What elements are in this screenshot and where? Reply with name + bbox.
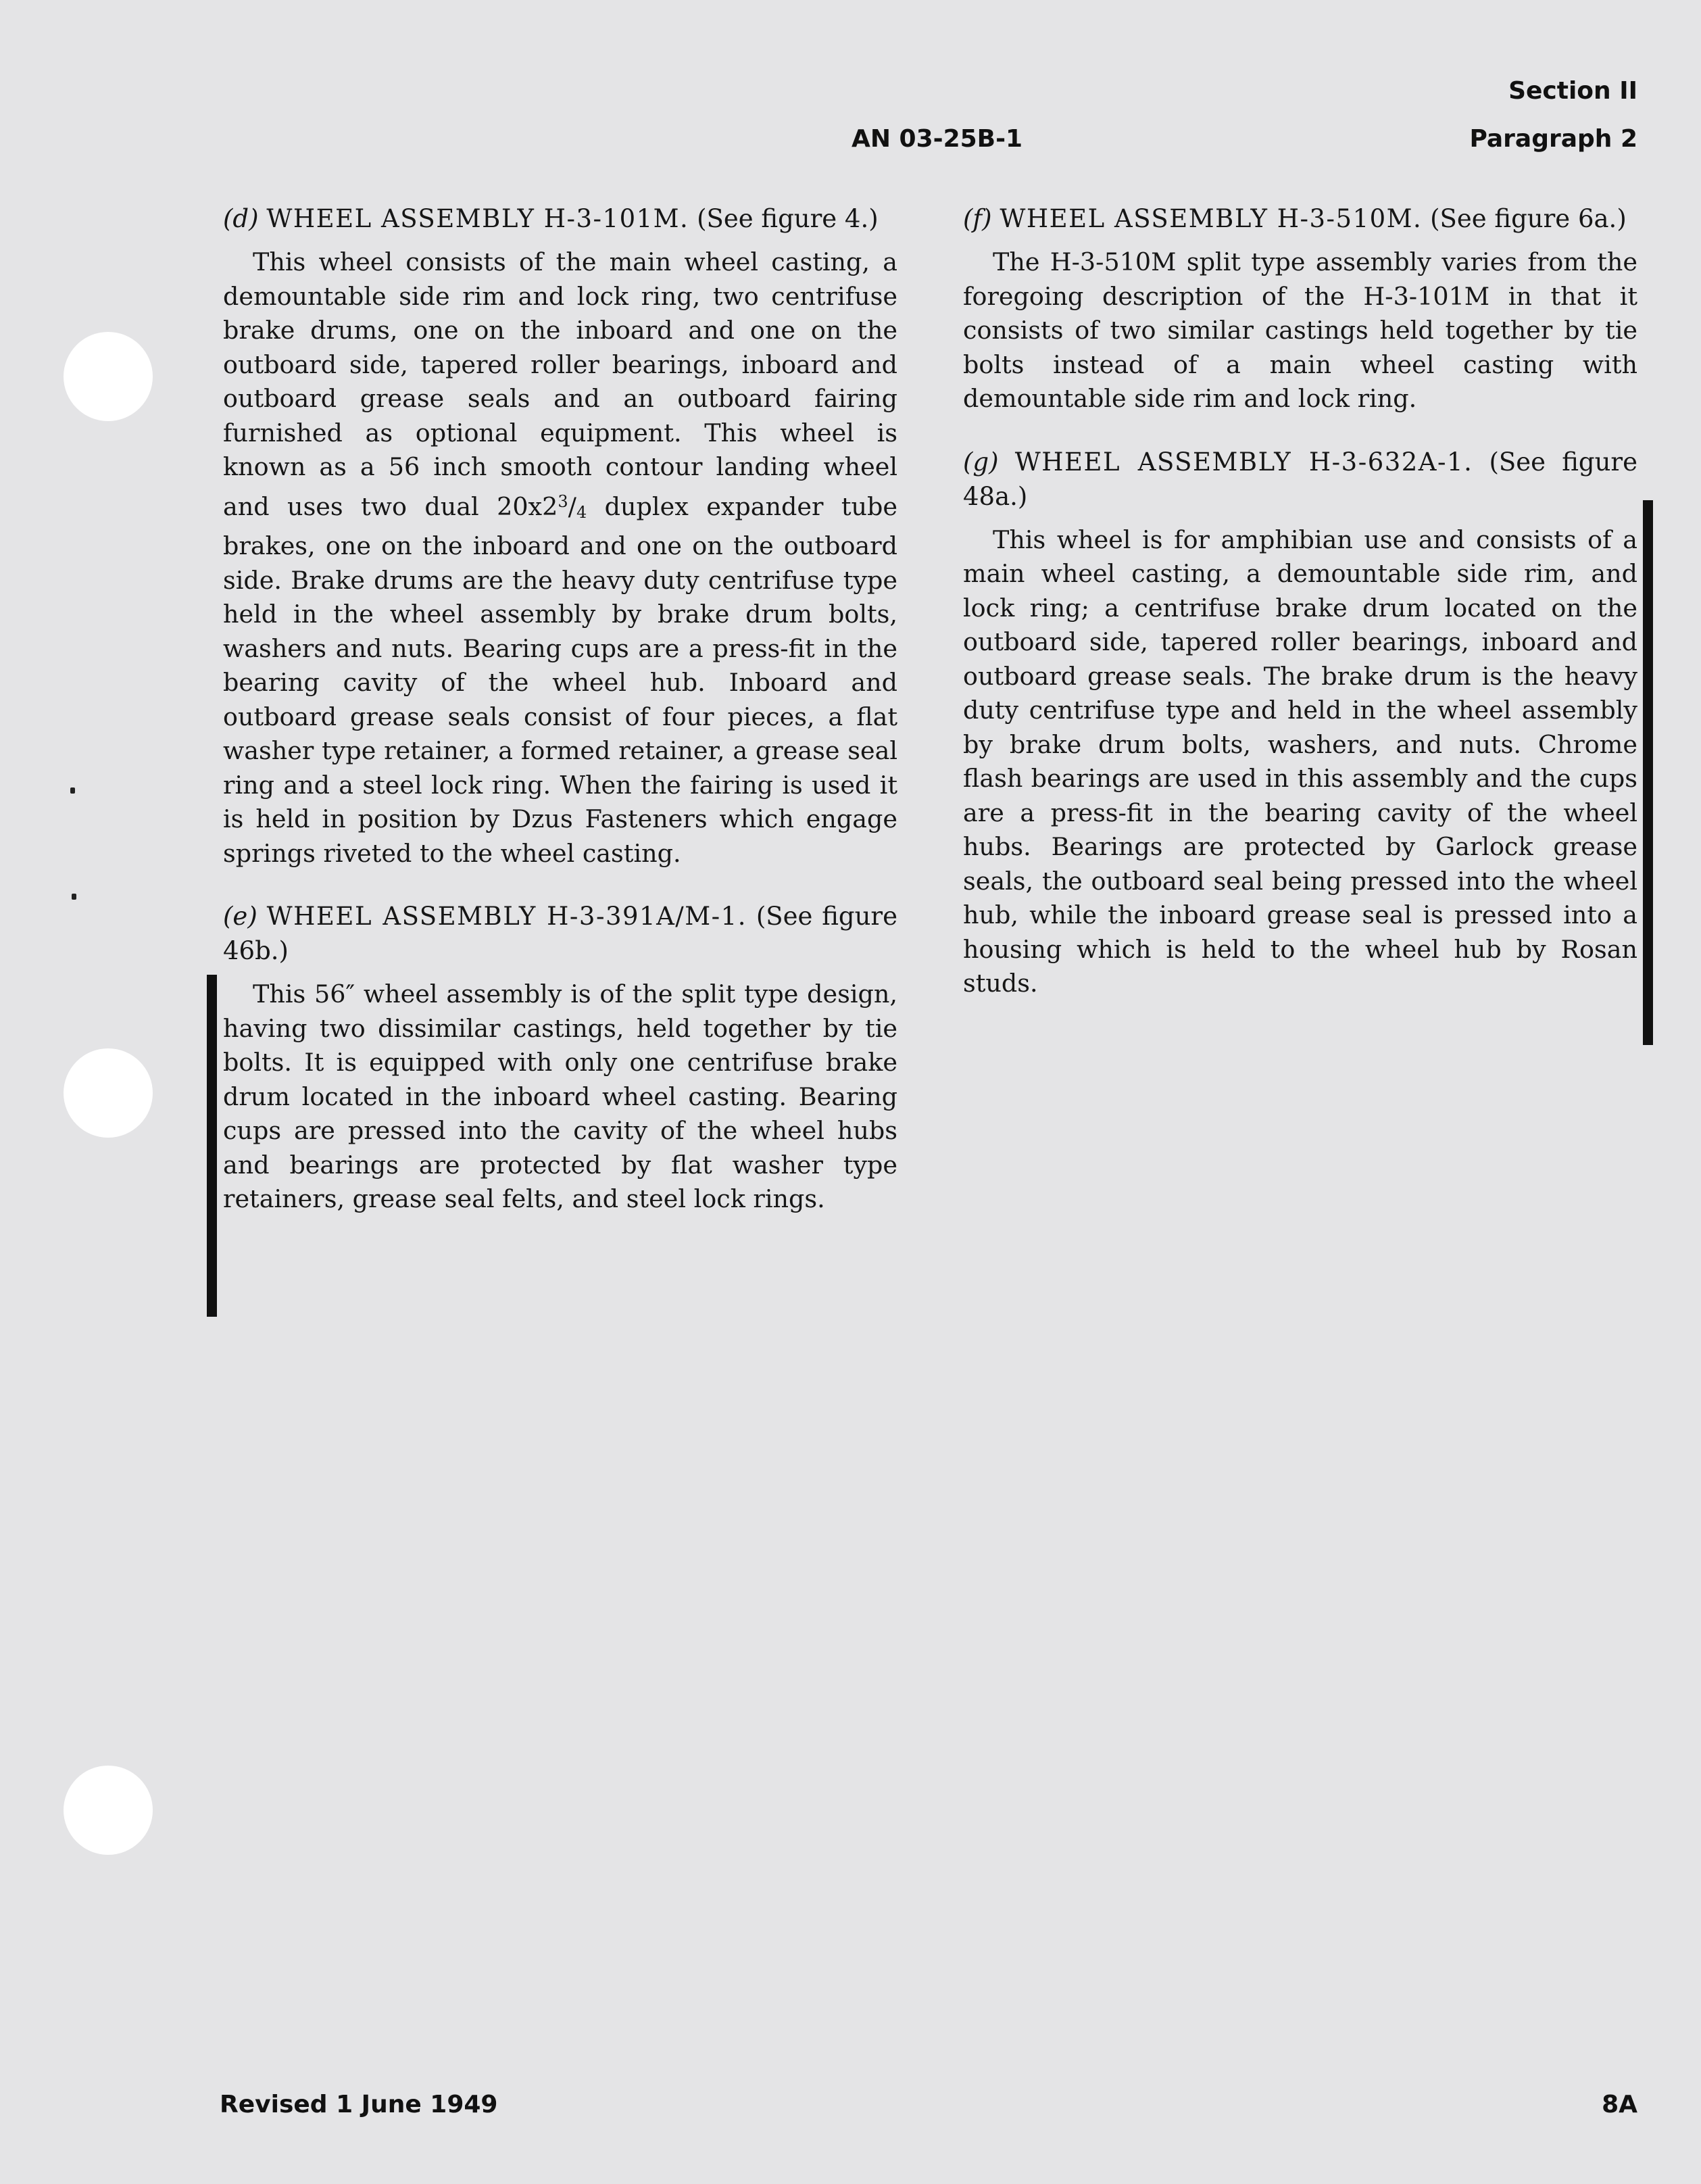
subparagraph-f — [963, 201, 1637, 416]
subparagraph-body: This wheel is for amphibian use and consists of a main wheel casting, a demountable side rim, and lock ring; a centrifuse brake drum located on the outboard side, tapered roller bearings, inboard and outboard grease seals. The brake drum is the heavy duty centrifuse type and held in the wheel assembly by brake drum bolts, washers, and nuts. Chrome flash bearings are used in this assembly and the cups are a press-fit in the bearing cavity of the wheel hubs. Bearings are protected by Garlock grease seals, the outboard seal being pressed into the wheel hub, while the inboard grease seal is pressed into a housing which is held to the wheel hub by Rosan studs. — [963, 525, 1637, 998]
scan-speck — [72, 894, 76, 900]
subparagraph-letter: (d) — [223, 204, 259, 233]
subparagraph-g — [963, 445, 1637, 1001]
scan-speck — [70, 787, 75, 794]
body-text: duplex expander tube brakes, one on the inboard and one on the outboard side. Brake drums are the heavy duty centrifuse type held in the wheel assembly by brake drum bolts, washers and nuts. Bearing cups are a press-fit in the bearing cavity of the wheel hub. Inboard and outboard grease seals consist of four pieces, a flat washer type retainer, a formed retainer, a grease seal ring and a steel lock ring. When the fairing is used it is held in position by Dzus Fasteners which engage springs riveted to the wheel casting. — [223, 491, 898, 868]
subparagraph-heading — [223, 201, 897, 236]
figure-reference: (See figure 46b.) — [223, 902, 897, 965]
paragraph-label: Paragraph 2 — [1469, 125, 1637, 153]
fraction-denominator: 4 — [576, 502, 587, 522]
subparagraph-body: This wheel consists of the main wheel casting, a demountable side rim and lock ring, two centrifuse brake drums, one on the inboard and one on the outboard side, tapered roller bearings, inboard and outboard grease seals and an outboard fairing furnished as optional equipment. This wheel is known as a 56 inch smooth contour landing wheel and uses two dual $20x2^3/_4$ duplex expander tube brakes, one on the inboard and one on the outboard side. Brake drums are the heavy duty centrifuse type held in the wheel assembly by brake drum bolts, washers and nuts. Bearing cups are a press-fit in the bearing cavity of the wheel hub. Inboard and outboard grease seals consist of four pieces, a flat washer type retainer, a formed retainer, a grease seal ring and a steel lock ring. When the fairing is used it is held in position by Dzus Fasteners which engage springs riveted to the wheel casting. — [223, 247, 898, 868]
subparagraph-letter: (f) — [963, 204, 992, 233]
fraction-numerator: 3 — [558, 491, 568, 511]
punch-hole — [64, 332, 153, 421]
figure-reference: (See figure 48a.) — [963, 447, 1638, 511]
subparagraph-heading — [963, 201, 1637, 236]
subparagraph-letter: (g) — [963, 447, 999, 477]
subparagraph-letter: (e) — [223, 902, 257, 931]
document-number: AN 03-25B-1 — [852, 125, 1023, 153]
subparagraph-heading — [223, 899, 897, 968]
right-column — [963, 201, 1637, 1029]
revision-date: Revised 1 June 1949 — [220, 2091, 498, 2118]
subparagraph-title: WHEEL ASSEMBLY H-3-510M. — [1000, 204, 1423, 233]
subparagraph-e — [223, 899, 897, 1217]
subparagraph-title: WHEEL ASSEMBLY H-3-101M. — [266, 204, 689, 233]
punch-hole — [64, 1048, 153, 1138]
page-number: 8A — [1602, 2091, 1637, 2118]
revision-change-bar — [1643, 500, 1653, 1045]
body-text: This wheel consists of the main wheel casting, a demountable side rim and lock ring, two centrifuse brake drums, one on the inboard and one on the outboard side, tapered roller bearings, inboard and outboard grease seals and an outboard fairing furnished as optional equipment. This wheel is known as a 56 inch smooth contour landing wheel and uses two dual 20x2 — [223, 247, 897, 521]
figure-reference: (See figure 4.) — [697, 204, 879, 233]
subparagraph-title: WHEEL ASSEMBLY H-3-632A-1. — [1014, 447, 1473, 477]
subparagraph-heading — [963, 445, 1637, 514]
subparagraph-title: WHEEL ASSEMBLY H-3-391A/M-1. — [266, 902, 747, 931]
punch-hole — [64, 1766, 153, 1855]
figure-reference: (See figure 6a.) — [1430, 204, 1627, 233]
subparagraph-body: This 56″ wheel assembly is of the split type design, having two dissimilar castings, held together by tie bolts. It is equipped with only one centrifuse brake drum located in the inboard wheel casting. Bearing cups are pressed into the cavity of the wheel hubs and bearings are protected by flat washer type retainers, grease seal felts, and steel lock rings. — [223, 979, 897, 1213]
left-column — [223, 201, 897, 1245]
section-label: Section II — [1508, 77, 1637, 105]
revision-change-bar — [207, 975, 217, 1317]
subparagraph-d — [223, 201, 897, 871]
subparagraph-body: The H-3-510M split type assembly varies from the foregoing description of the H-3-101M in that it consists of two similar castings held together by tie bolts instead of a main wheel casting with demountable side rim and lock ring. — [963, 247, 1637, 413]
